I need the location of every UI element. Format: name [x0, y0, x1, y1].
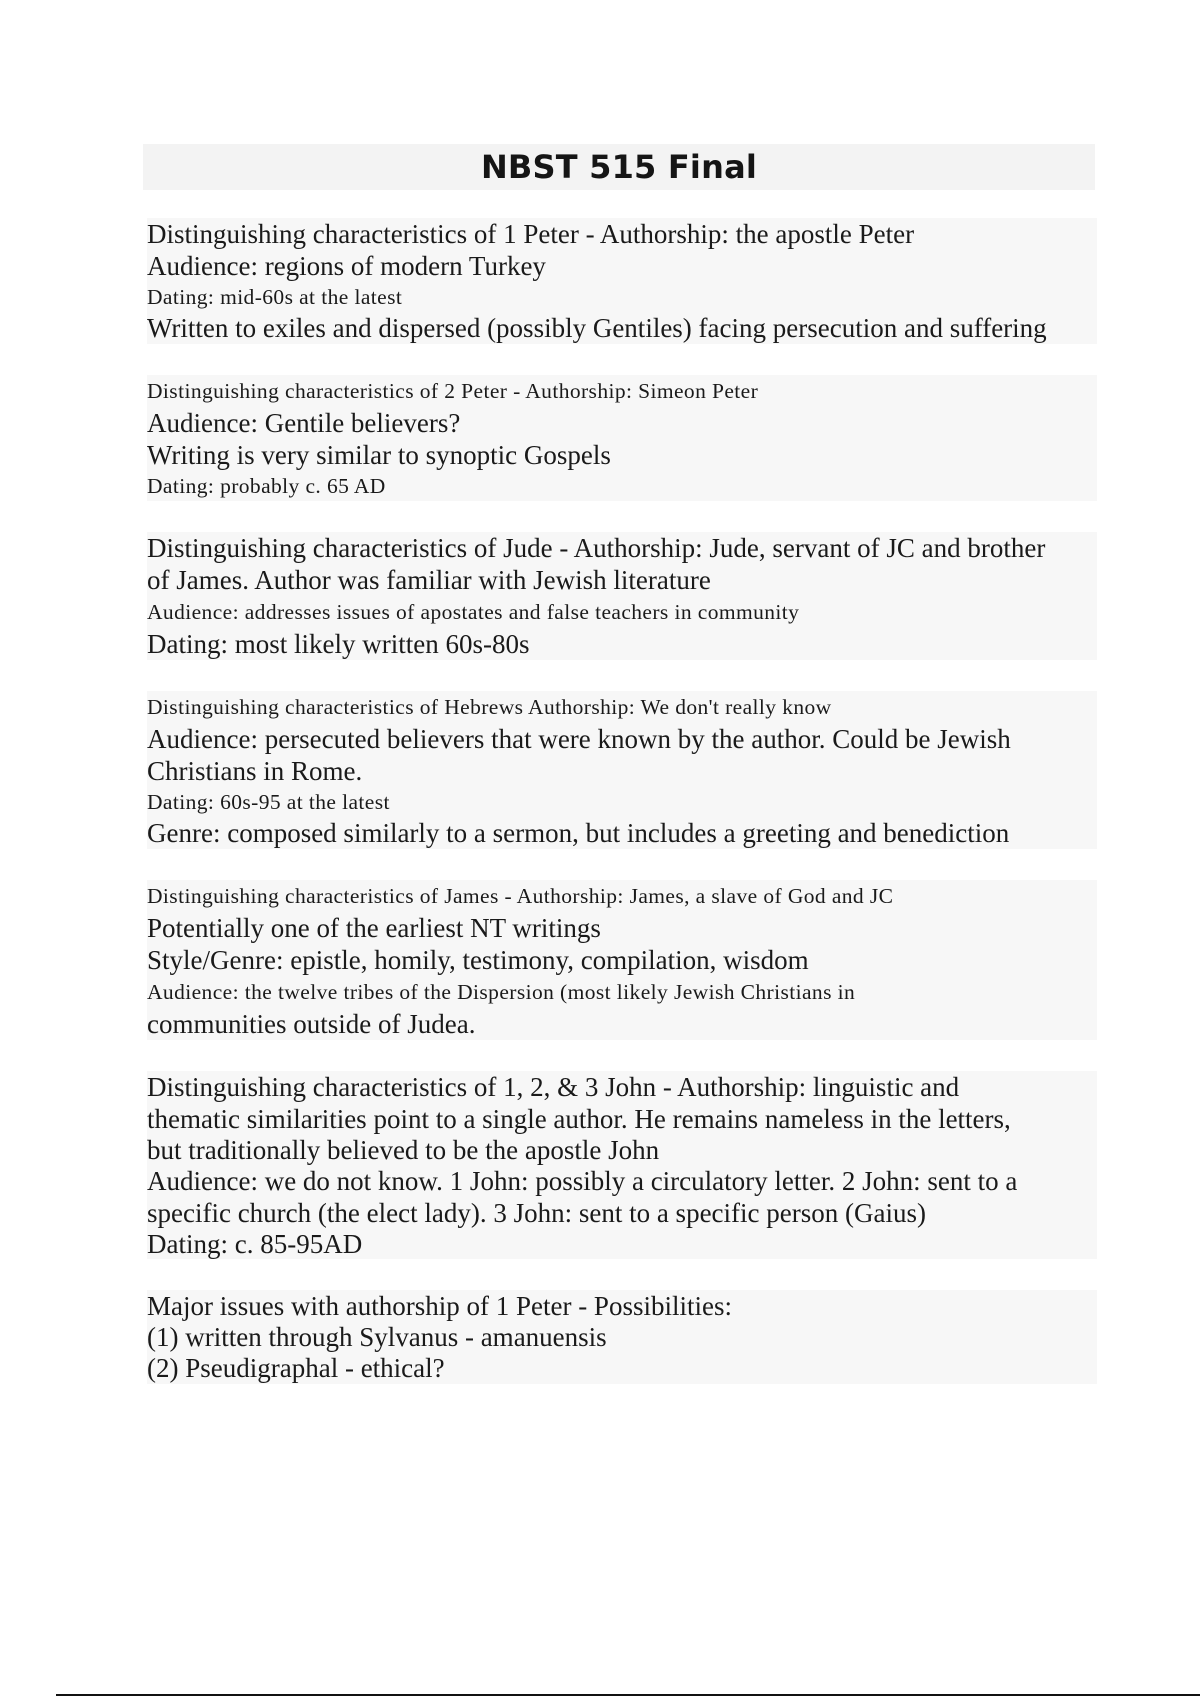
section-jude: [147, 532, 1097, 660]
text-line: Audience: addresses issues of apostates and false teachers in community: [147, 596, 1097, 628]
text-line: Distinguishing characteristics of Hebrews Authorship: We don't really know: [147, 691, 1097, 723]
text-line: Major issues with authorship of 1 Peter - Possibilities:: [147, 1290, 1097, 1322]
page-title: NBST 515 Final: [480, 148, 758, 186]
text-line: but traditionally believed to be the apostle John: [147, 1135, 1097, 1165]
text-line: thematic similarities point to a single author. He remains nameless in the letters,: [147, 1103, 1097, 1135]
text-line: Audience: persecuted believers that were known by the author. Could be Jewish: [147, 723, 1097, 755]
section-james: [147, 880, 1097, 1040]
text-line: Dating: mid-60s at the latest: [147, 282, 1097, 312]
text-line: communities outside of Judea.: [147, 1008, 1097, 1040]
text-line: Potentially one of the earliest NT writings: [147, 912, 1097, 944]
text-line: Distinguishing characteristics of 1, 2, & 3 John - Authorship: linguistic and: [147, 1071, 1097, 1103]
text-line: Audience: the twelve tribes of the Dispersion (most likely Jewish Christians in: [147, 976, 1097, 1008]
text-line: Distinguishing characteristics of 2 Peter - Authorship: Simeon Peter: [147, 375, 1097, 407]
document-body: [147, 218, 1097, 1415]
text-line: Dating: most likely written 60s-80s: [147, 628, 1097, 660]
text-line: Distinguishing characteristics of 1 Peter - Authorship: the apostle Peter: [147, 218, 1097, 250]
text-line: Writing is very similar to synoptic Gospels: [147, 439, 1097, 471]
text-line: Audience: Gentile believers?: [147, 407, 1097, 439]
text-line: (2) Pseudigraphal - ethical?: [147, 1352, 1097, 1384]
text-line: Dating: probably c. 65 AD: [147, 471, 1097, 501]
text-line: Distinguishing characteristics of James - Authorship: James, a slave of God and JC: [147, 880, 1097, 912]
section-hebrews: [147, 691, 1097, 849]
section-1-peter-authorship-issues: [147, 1290, 1097, 1384]
text-line: Audience: regions of modern Turkey: [147, 250, 1097, 282]
text-line: Written to exiles and dispersed (possibly Gentiles) facing persecution and suffering: [147, 312, 1097, 344]
footer-rule: [56, 1694, 1200, 1696]
section-1-2-3-john: [147, 1071, 1097, 1259]
section-1-peter: [147, 218, 1097, 344]
text-line: of James. Author was familiar with Jewish literature: [147, 564, 1097, 596]
text-line: Style/Genre: epistle, homily, testimony, compilation, wisdom: [147, 944, 1097, 976]
title-bar: [143, 144, 1095, 190]
text-line: specific church (the elect lady). 3 John: sent to a specific person (Gaius): [147, 1197, 1097, 1229]
text-line: Dating: 60s-95 at the latest: [147, 787, 1097, 817]
section-2-peter: [147, 375, 1097, 501]
text-line: (1) written through Sylvanus - amanuensis: [147, 1322, 1097, 1352]
text-line: Dating: c. 85-95AD: [147, 1229, 1097, 1259]
text-line: Distinguishing characteristics of Jude - Authorship: Jude, servant of JC and brother: [147, 532, 1097, 564]
text-line: Genre: composed similarly to a sermon, but includes a greeting and benediction: [147, 817, 1097, 849]
text-line: Audience: we do not know. 1 John: possibly a circulatory letter. 2 John: sent to a: [147, 1165, 1097, 1197]
text-line: Christians in Rome.: [147, 755, 1097, 787]
